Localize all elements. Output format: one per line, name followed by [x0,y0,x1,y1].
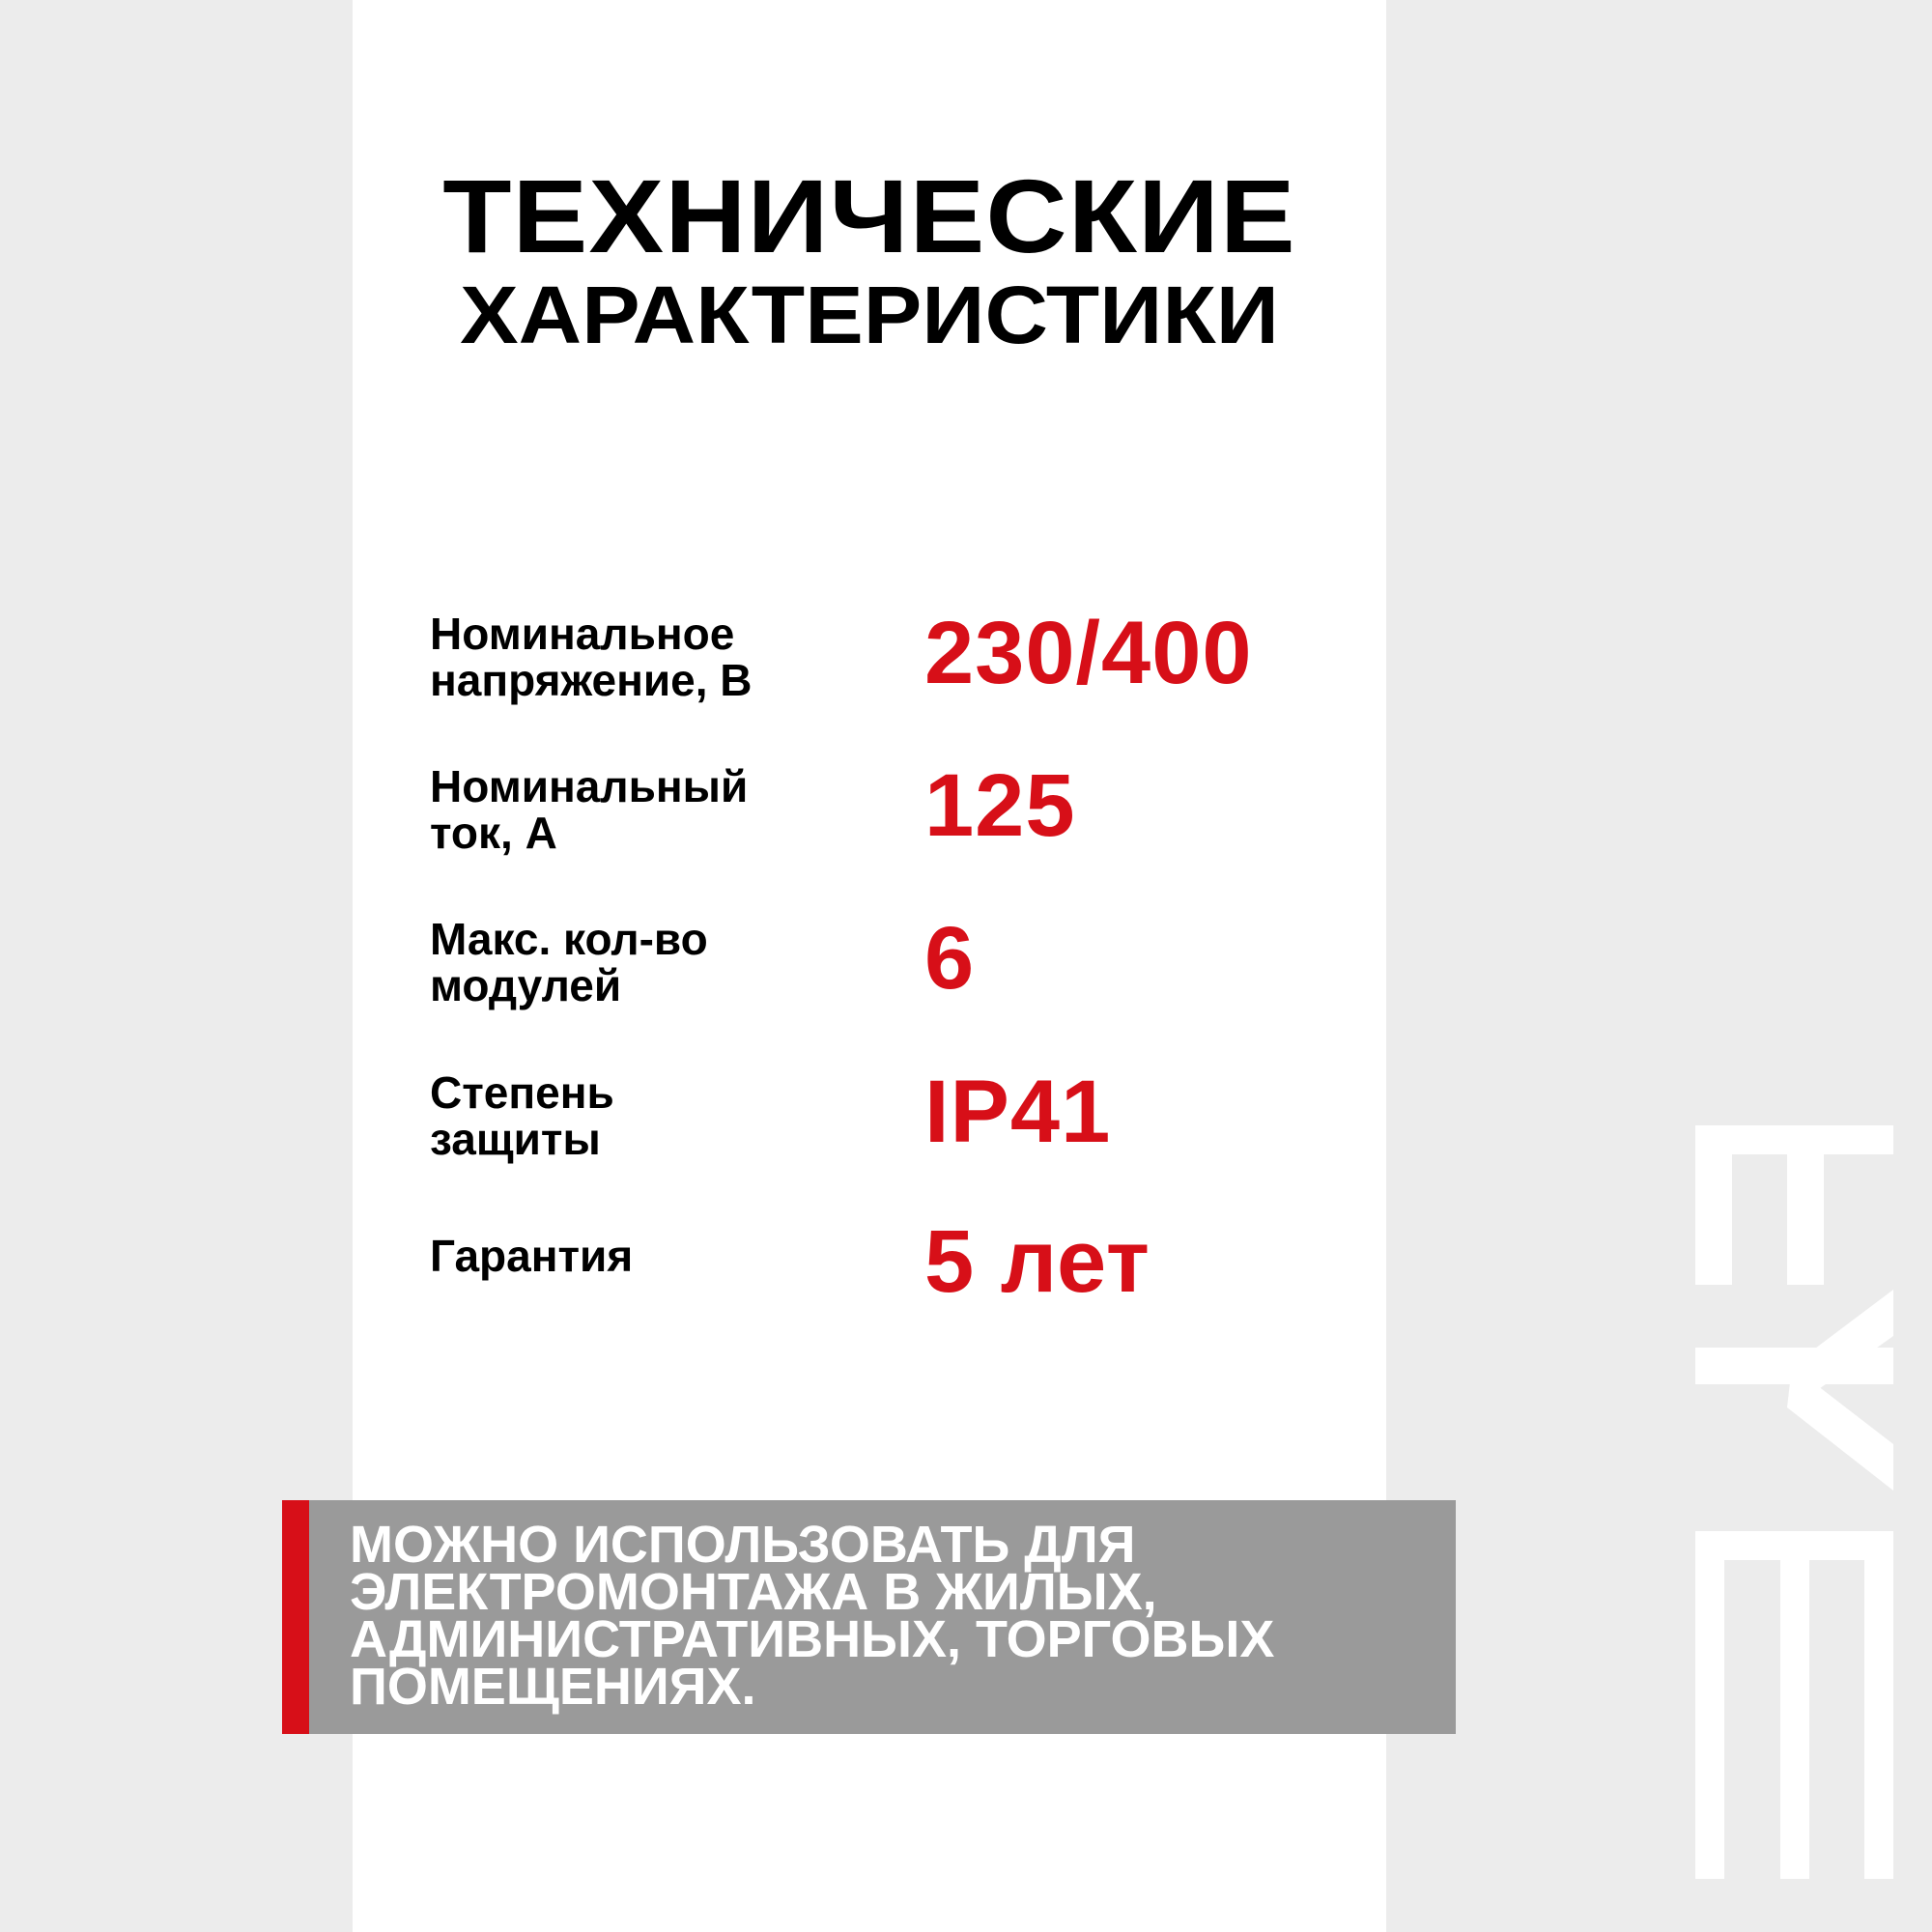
spec-label-protection: Степень защиты [430,1067,614,1164]
spec-row-modules [430,904,1357,1010]
spec-value-modules: 6 [924,909,976,1008]
spec-row-voltage [430,599,1357,705]
spec-label-current: Номинальный ток, А [430,761,749,858]
spec-value-protection: IP41 [924,1063,1112,1161]
spec-value-warranty: 5 лет [924,1212,1151,1311]
banner-accent-bar [282,1500,309,1734]
spec-value-voltage: 230/400 [924,604,1253,702]
spec-row-protection [430,1058,1357,1164]
spec-row-current [430,752,1357,858]
page-title-line1: ТЕХНИЧЕСКИЕ [442,157,1296,274]
page-title-line2: ХАРАКТЕРИСТИКИ [460,270,1279,360]
ekf-logo [1695,1125,1893,1879]
spec-label-modules: Макс. кол-во модулей [430,914,708,1010]
spec-value-current: 125 [924,756,1076,855]
spec-label-warranty: Гарантия [430,1231,634,1281]
banner-text: МОЖНО ИСПОЛЬЗОВАТЬ ДЛЯ ЭЛЕКТРОМОНТАЖА В ЖИЛЫХ, АДМИНИСТРАТИВНЫХ, ТОРГОВЫХ ПОМЕЩЕНИЯХ. [350,1516,1275,1716]
spec-label-voltage: Номинальное напряжение, В [430,609,753,705]
page-title [353,157,1386,360]
info-banner [282,1500,1456,1734]
spec-row-warranty [430,1208,1357,1314]
